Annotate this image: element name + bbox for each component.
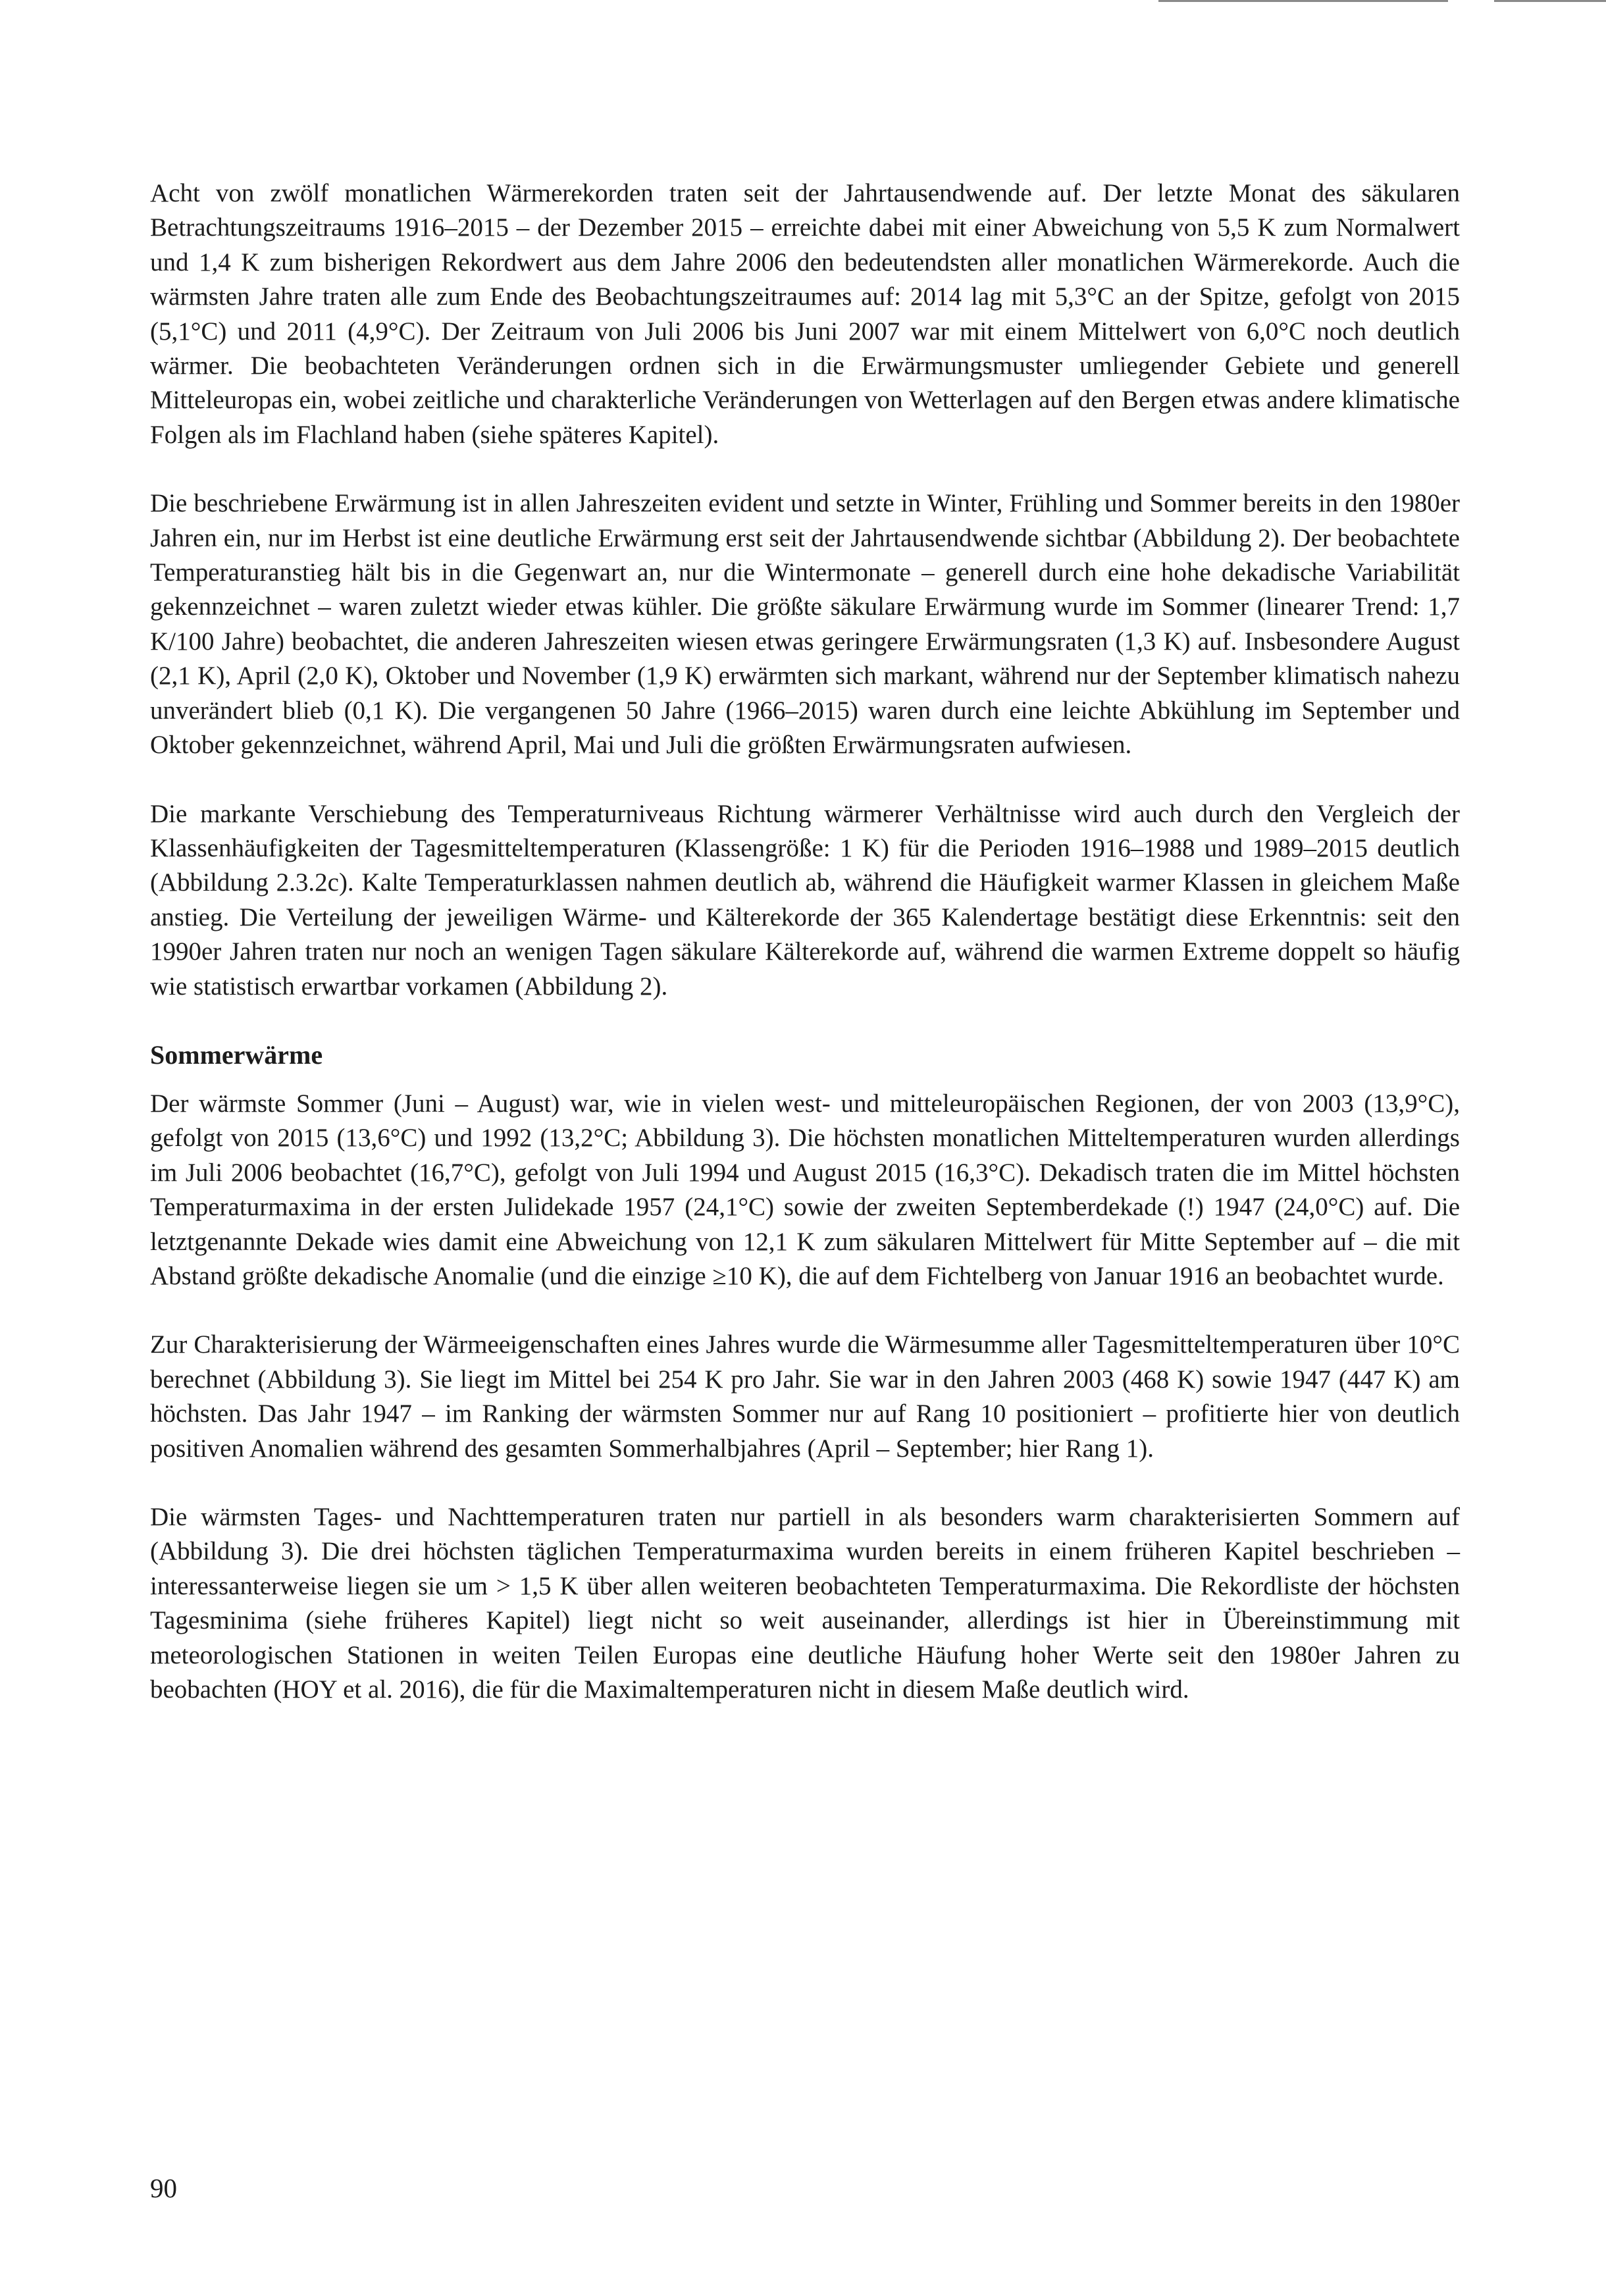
section-heading-sommerwaerme: Sommerwärme xyxy=(150,1039,323,1070)
paragraph-seasonal-warming: Die beschriebene Erwärmung ist in allen Jahreszeiten evident und setzte in Winter, Frühling und Sommer bereits in den 1980er Jahren ein, nur im Herbst ist eine deutliche Erwärmung erst seit der Jahrtausendwende sichtbar (Abbildung 2). Der beobachtete Temperaturanstieg hält bis in die Gegenwart an, nur die Wintermonate – generell durch eine hohe dekadische Variabilität gekennzeichnet – waren zuletzt wieder etwas kühler. Die größte säkulare Erwärmung wurde im Sommer (linearer Trend: 1,7 K/100 Jahre) beobachtet, die anderen Jahreszeiten wiesen etwas geringere Erwärmungsraten (1,3 K) auf. Insbesondere August (2,1 K), April (2,0 K), Oktober und November (1,9 K) erwärmten sich markant, während nur der September klimatisch nahezu unverändert blieb (0,1 K). Die vergangenen 50 Jahre (1966–2015) waren durch eine leichte Abkühlung im September und Oktober gekennzeichnet, während April, Mai und Juli die größten Erwärmungsraten aufwiesen. xyxy=(150,489,1460,760)
paragraph-temperature-classes: Die markante Verschiebung des Temperaturniveaus Richtung wärmerer Verhältnisse wird auch durch den Vergleich der Klassenhäufigkeiten der Tagesmitteltemperaturen (Klassengröße: 1 K) für die Perioden 1916–1988 und 1989–2015 deutlich (Abbildung 2.3.2c). Kalte Temperaturklassen nahmen deutlich ab, während die Häufigkeit warmer Klassen in gleichem Maße anstieg. Die Verteilung der jeweiligen Wärme- und Kälterekorde der 365 Kalendertage bestätigt diese Erkenntnis: seit den 1990er Jahren traten nur noch an wenigen Tagen säkulare Kälterekorde auf, während die warmen Extreme doppelt so häufig wie statistisch erwartbar vorkamen (Abbildung 2). xyxy=(150,799,1460,1001)
paragraph-heat-sum: Zur Charakterisierung der Wärmeeigenschaften eines Jahres wurde die Wärmesumme aller Tagesmitteltemperaturen über 10°C berechnet (Abbildung 3). Sie liegt im Mittel bei 254 K pro Jahr. Sie war in den Jahren 2003 (468 K) sowie 1947 (447 K) am höchsten. Das Jahr 1947 – im Ranking der wärmsten Sommer nur auf Rang 10 positioniert – profitierte hier von deutlich positiven Anomalien während des gesamten Sommerhalbjahres (April – September; hier Rang 1). xyxy=(150,1330,1460,1463)
header-rule-right xyxy=(1494,0,1606,2)
page-body xyxy=(150,176,1460,1741)
page-number: 90 xyxy=(150,2173,177,2203)
header-rule-left xyxy=(1158,0,1448,2)
paragraph-day-night-temperatures: Die wärmsten Tages- und Nachttemperaturen traten nur partiell in als besonders warm charakterisierten Sommern auf (Abbildung 3). Die drei höchsten täglichen Temperaturmaxima wurden bereits in einem früheren Kapitel beschrieben – interessanterweise liegen sie um > 1,5 K über allen weiteren beobachteten Temperaturmaxima. Die Rekordliste der höchsten Tagesminima (siehe früheres Kapitel) liegt nicht so weit auseinander, allerdings ist hier in Übereinstimmung mit meteorologischen Stationen in weiten Teilen Europas eine deutliche Häufung hoher Werte seit den 1980er Jahren zu beobachten (HOY et al. 2016), die für die Maximaltemperaturen nicht in diesem Maße deutlich wird. xyxy=(150,1503,1460,1704)
paragraph-warmest-summer: Der wärmste Sommer (Juni – August) war, wie in vielen west- und mitteleuropäischen Regionen, der von 2003 (13,9°C), gefolgt von 2015 (13,6°C) und 1992 (13,2°C; Abbildung 3). Die höchsten monatlichen Mitteltemperaturen wurden allerdings im Juli 2006 beobachtet (16,7°C), gefolgt von Juli 1994 und August 2015 (16,3°C). Dekadisch traten die im Mittel höchsten Temperaturmaxima in der ersten Julidekade 1957 (24,1°C) sowie der zweiten Septemberdekade (!) 1947 (24,0°C) auf. Die letztgenannte Dekade wies damit eine Abweichung von 12,1 K zum säkularen Mittelwert für Mitte September auf – die mit Abstand größte dekadische Anomalie (und die einzige ≥10 K), die auf dem Fichtelberg von Januar 1916 an beobachtet wurde. xyxy=(150,1089,1460,1290)
paragraph-monthly-records: Acht von zwölf monatlichen Wärmerekorden traten seit der Jahrtausendwende auf. Der letzte Monat des säkularen Betrachtungszeitraums 1916–2015 – der Dezember 2015 – erreichte dabei mit einer Abweichung von 5,5 K zum Normalwert und 1,4 K zum bisherigen Rekordwert aus dem Jahre 2006 den bedeutendsten aller monatlichen Wärmerekorde. Auch die wärmsten Jahre traten alle zum Ende des Beobachtungszeitraumes auf: 2014 lag mit 5,3°C an der Spitze, gefolgt von 2015 (5,1°C) und 2011 (4,9°C). Der Zeitraum von Juli 2006 bis Juni 2007 war mit einem Mittelwert von 6,0°C noch deutlich wärmer. Die beobachteten Veränderungen ordnen sich in die Erwärmungsmuster umliegender Gebiete und generell Mitteleuropas ein, wobei zeitliche und charakterliche Veränderungen von Wetterlagen auf den Bergen etwas andere klimatische Folgen als im Flachland haben (siehe späteres Kapitel). xyxy=(150,179,1460,449)
